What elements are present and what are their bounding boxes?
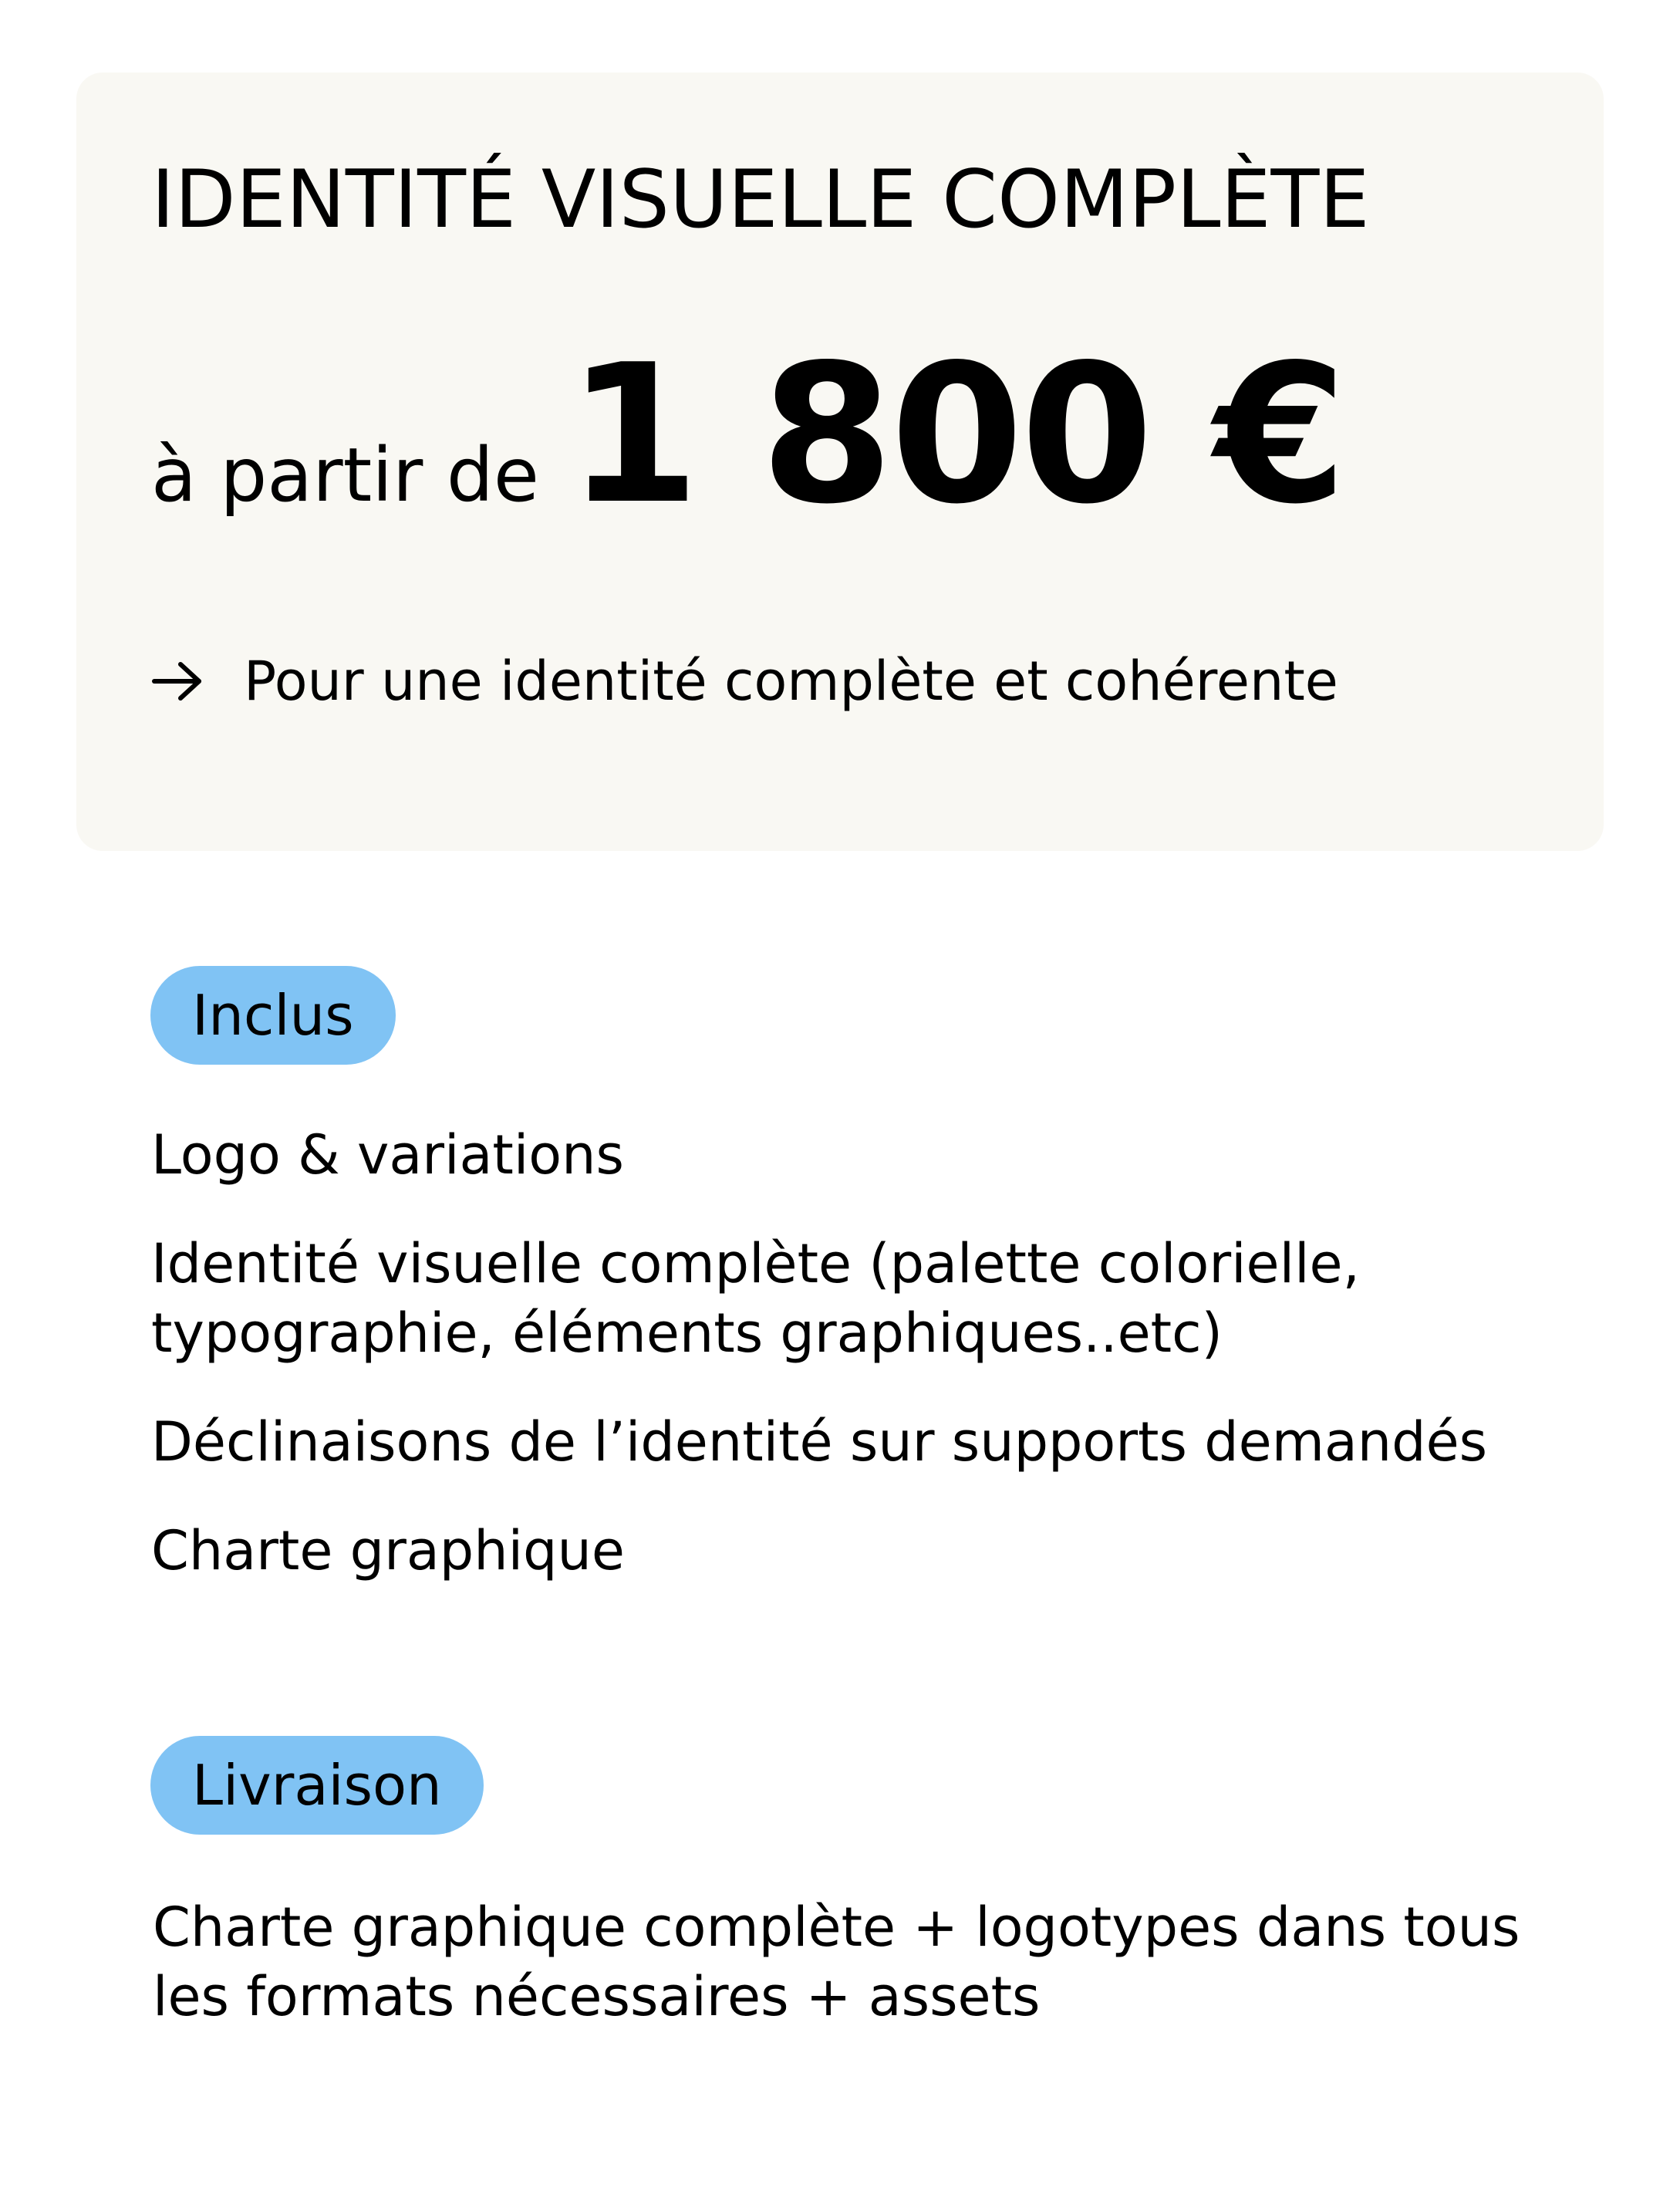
- arrow-right-icon: [151, 661, 204, 701]
- tagline-text: Pour une identité complète et cohérente: [244, 650, 1338, 713]
- included-badge: Inclus: [150, 966, 396, 1065]
- price-value: 1 800 €: [566, 324, 1344, 546]
- list-item: Logo & variations: [151, 1123, 624, 1187]
- included-list: [151, 1120, 1586, 1625]
- price-row: [151, 324, 1344, 546]
- list-item: Charte graphique: [151, 1519, 625, 1582]
- list-item: Déclinaisons de l’identité sur supports demandés: [151, 1410, 1488, 1474]
- delivery-text: Charte graphique complète + logotypes dans tous les formats nécessaires + assets: [153, 1896, 1520, 2028]
- list-item: Identité visuelle complète (palette colorielle, typographie, éléments graphiques..etc): [151, 1232, 1360, 1365]
- price-prefix: à partir de: [151, 432, 539, 518]
- offer-title: IDENTITÉ VISUELLE COMPLÈTE: [151, 154, 1370, 246]
- tagline-row: [151, 650, 1338, 713]
- delivery-badge: Livraison: [150, 1736, 484, 1835]
